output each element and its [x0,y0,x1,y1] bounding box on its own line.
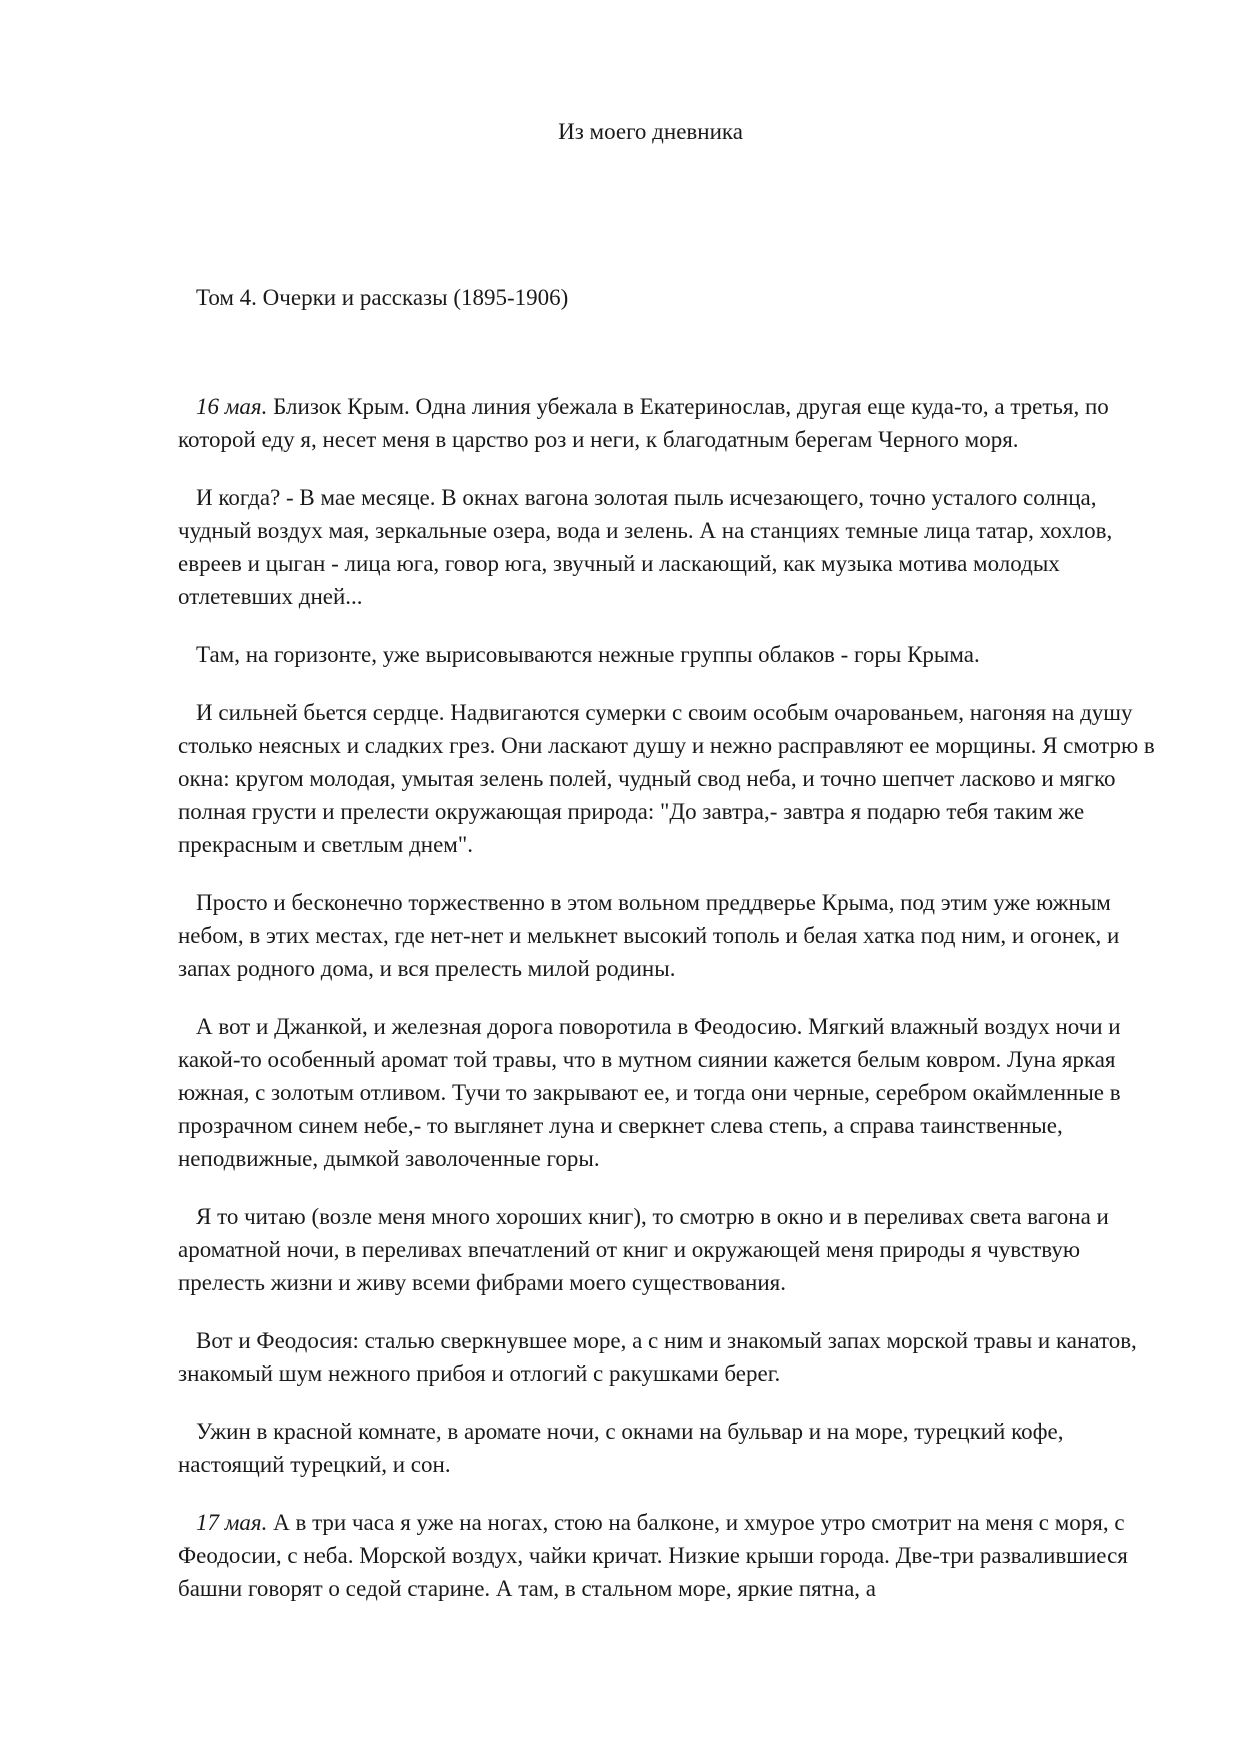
paragraph-text: И сильней бьется сердце. Надвигаются сумерки с своим особым очарованьем, нагоняя на душу столько неясных и сладких грез. Они ласкают душу и нежно расправляют ее морщины. Я смотрю в окна: кругом молодая, умытая зелень полей, чудный свод неба, и точно шепчет ласково и мягко полная грусти и прелести окружающая природа: "До завтра,- завтра я подарю тебя таким же прекрасным и светлым днем". [178,700,1155,857]
paragraph-text: Вот и Феодосия: сталью сверкнувшее море, а с ним и знакомый запах морской травы и канатов, знакомый шум нежного прибоя и отлогий с ракушками берег. [178,1328,1137,1386]
entry-date: 17 мая. [196,1510,268,1535]
document-subtitle: Том 4. Очерки и рассказы (1895-1906) [196,285,569,310]
paragraph [178,1415,1158,1481]
paragraph-text: Просто и бесконечно торжественно в этом вольном преддверье Крыма, под этим уже южным небом, в этих местах, где нет-нет и мелькнет высокий тополь и белая хатка под ним, и огонек, и запах родного дома, и вся прелесть милой родины. [178,890,1120,981]
document-body [178,390,1158,1630]
paragraph [178,638,1158,671]
entry-date: 16 мая. [196,394,268,419]
paragraph-text: Я то читаю (возле меня много хороших книг), то смотрю в окно и в переливах света вагона и ароматной ночи, в переливах впечатлений от книг и окружающей меня природы я чувствую прелесть жизни и живу всеми фибрами моего существования. [178,1204,1109,1295]
paragraph-text: А в три часа я уже на ногах, стою на балконе, и хмурое утро смотрит на меня с моря, с Феодосии, с неба. Морской воздух, чайки кричат. Низкие крыши города. Две-три развалившиеся башни говорят о седой старине. А там, в стальном море, яркие пятна, а [178,1510,1128,1601]
document-title: Из моего дневника [558,119,743,144]
paragraph-text: Близок Крым. Одна линия убежала в Екатеринослав, другая еще куда-то, а третья, по которой еду я, несет меня в царство роз и неги, к благодатным берегам Черного моря. [178,394,1109,452]
paragraph [178,886,1158,985]
paragraph [178,1010,1158,1175]
paragraph-text: И когда? - В мае месяце. В окнах вагона золотая пыль исчезающего, точно усталого солнца, чудный воздух мая, зеркальные озера, вода и зелень. А на станциях темные лица татар, хохлов, евреев и цыган - лица юга, говор юга, звучный и ласкающий, как музыка мотива молодых отлетевших дней... [178,485,1113,609]
paragraph-text: А вот и Джанкой, и железная дорога поворотила в Феодосию. Мягкий влажный воздух ночи и какой-то особенный аромат той травы, что в мутном сиянии кажется белым ковром. Луна яркая южная, с золотым отливом. Тучи то закрывают ее, и тогда они черные, серебром окаймленные в прозрачном синем небе,- то выглянет луна и сверкнет слева степь, а справа таинственные, неподвижные, дымкой заволоченные горы. [178,1014,1121,1171]
paragraph-text: Ужин в красной комнате, в аромате ночи, с окнами на бульвар и на море, турецкий кофе, настоящий турецкий, и сон. [178,1419,1064,1477]
paragraph-text: Там, на горизонте, уже вырисовываются нежные группы облаков - горы Крыма. [196,642,980,667]
paragraph [178,481,1158,613]
paragraph [178,1200,1158,1299]
paragraph [178,1324,1158,1390]
paragraph [178,696,1158,861]
paragraph [178,1506,1158,1605]
paragraph [178,390,1158,456]
